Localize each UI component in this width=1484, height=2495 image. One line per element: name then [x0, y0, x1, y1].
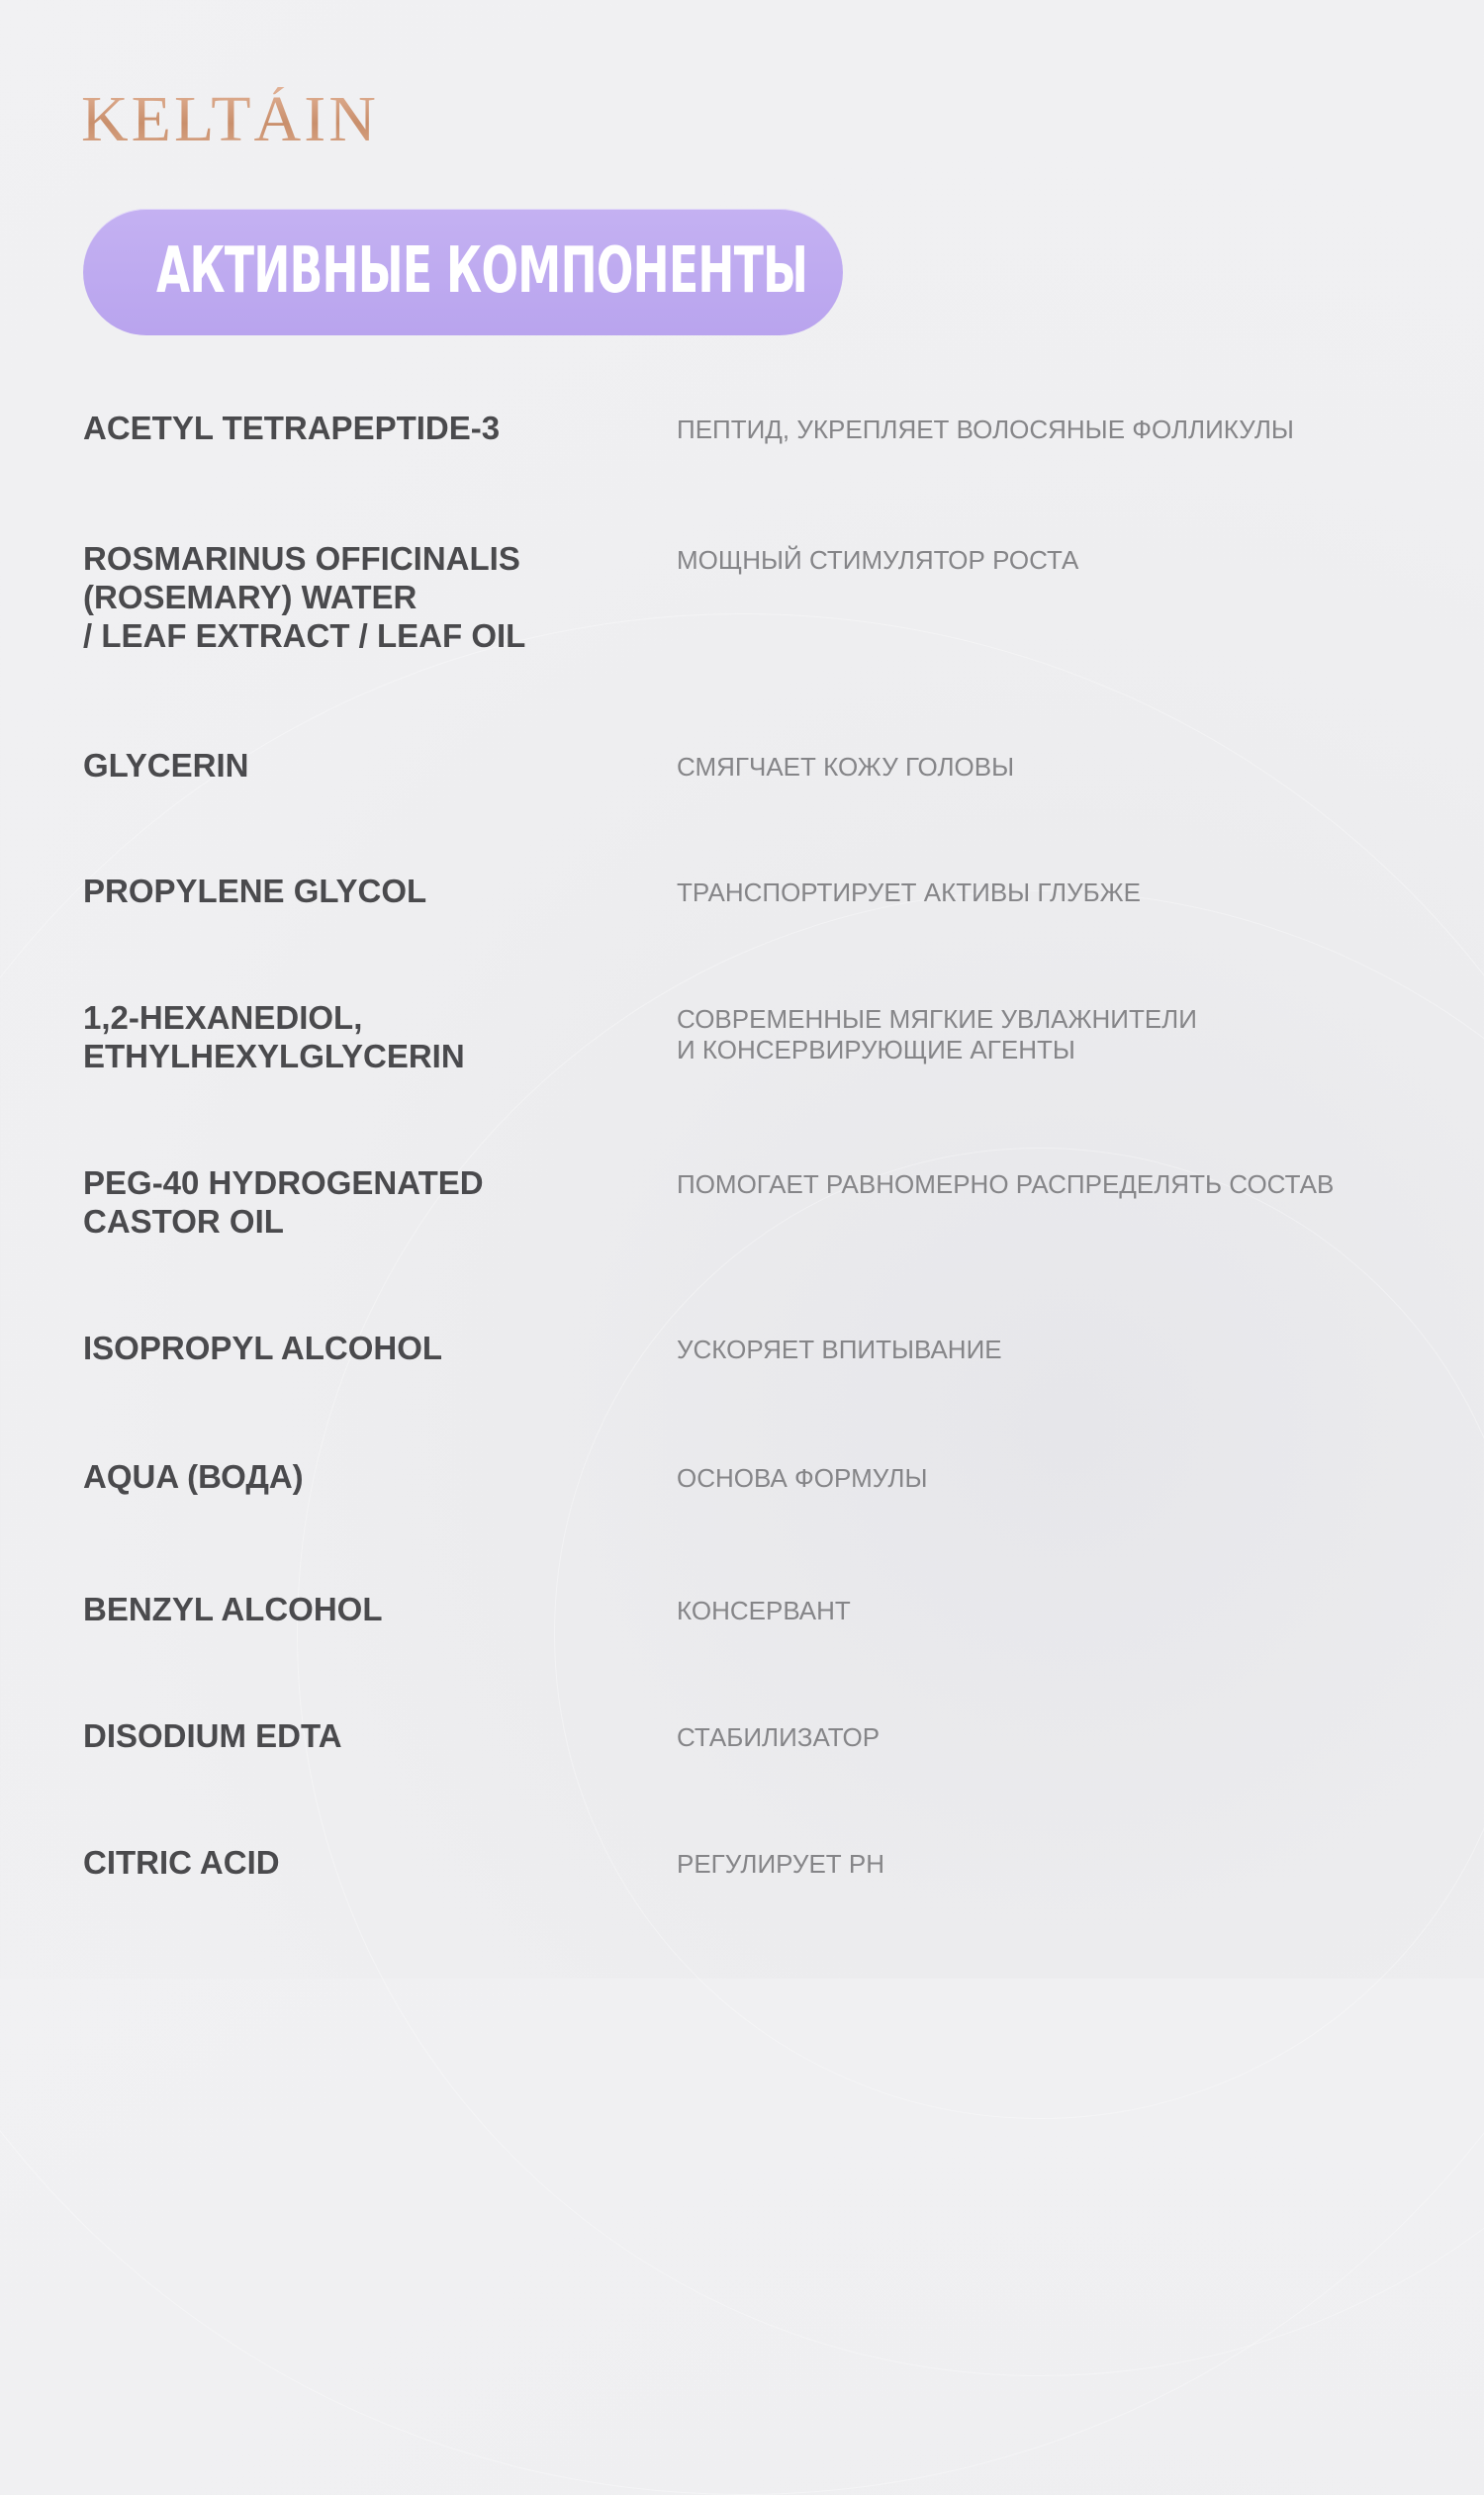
ingredient-description: ПОМОГАЕТ РАВНОМЕРНО РАСПРЕДЕЛЯТЬ СОСТАВ: [677, 1169, 1335, 1199]
ingredient-description: МОЩНЫЙ СТИМУЛЯТОР РОСТА: [677, 545, 1079, 575]
ingredient-name: 1,2-HEXANEDIOL, ETHYLHEXYLGLYCERIN: [83, 999, 465, 1074]
ingredient-name: GLYCERIN: [83, 747, 249, 784]
section-title-pill: [83, 209, 843, 335]
ingredient-description: ОСНОВА ФОРМУЛЫ: [677, 1463, 928, 1493]
ingredient-description: СОВРЕМЕННЫЕ МЯГКИЕ УВЛАЖНИТЕЛИ И КОНСЕРВИРУЮЩИЕ АГЕНТЫ: [677, 1004, 1197, 1064]
ingredient-description: КОНСЕРВАНТ: [677, 1596, 851, 1625]
ingredient-name: BENZYL ALCOHOL: [83, 1591, 383, 1627]
section-title: АКТИВНЫЕ КОМПОНЕНТЫ: [156, 234, 808, 308]
ingredient-description: СМЯГЧАЕТ КОЖУ ГОЛОВЫ: [677, 752, 1015, 782]
ingredient-name: DISODIUM EDTA: [83, 1717, 342, 1754]
brand-logo: KELTÁIN: [81, 83, 379, 155]
ingredient-name: ROSMARINUS OFFICINALIS (ROSEMARY) WATER / LEAF EXTRACT / LEAF OIL: [83, 540, 526, 654]
ingredient-name: PEG-40 HYDROGENATED CASTOR OIL: [83, 1164, 484, 1240]
ingredient-description: РЕГУЛИРУЕТ PH: [677, 1849, 885, 1879]
background-ring: [297, 890, 1484, 2376]
ingredient-description: ТРАНСПОРТИРУЕТ АКТИВЫ ГЛУБЖЕ: [677, 878, 1142, 907]
ingredient-name: ACETYL TETRAPEPTIDE-3: [83, 410, 501, 446]
background-ring: [554, 1148, 1484, 2119]
ingredient-description: ПЕПТИД, УКРЕПЛЯЕТ ВОЛОСЯНЫЕ ФОЛЛИКУЛЫ: [677, 415, 1294, 444]
ingredient-name: ISOPROPYL ALCOHOL: [83, 1330, 443, 1366]
ingredient-description: УСКОРЯЕТ ВПИТЫВАНИЕ: [677, 1335, 1002, 1364]
ingredient-name: AQUA (ВОДА): [83, 1458, 304, 1495]
ingredient-description: СТАБИЛИЗАТОР: [677, 1722, 881, 1752]
ingredient-name: CITRIC ACID: [83, 1844, 280, 1881]
ingredient-name: PROPYLENE GLYCOL: [83, 873, 427, 909]
